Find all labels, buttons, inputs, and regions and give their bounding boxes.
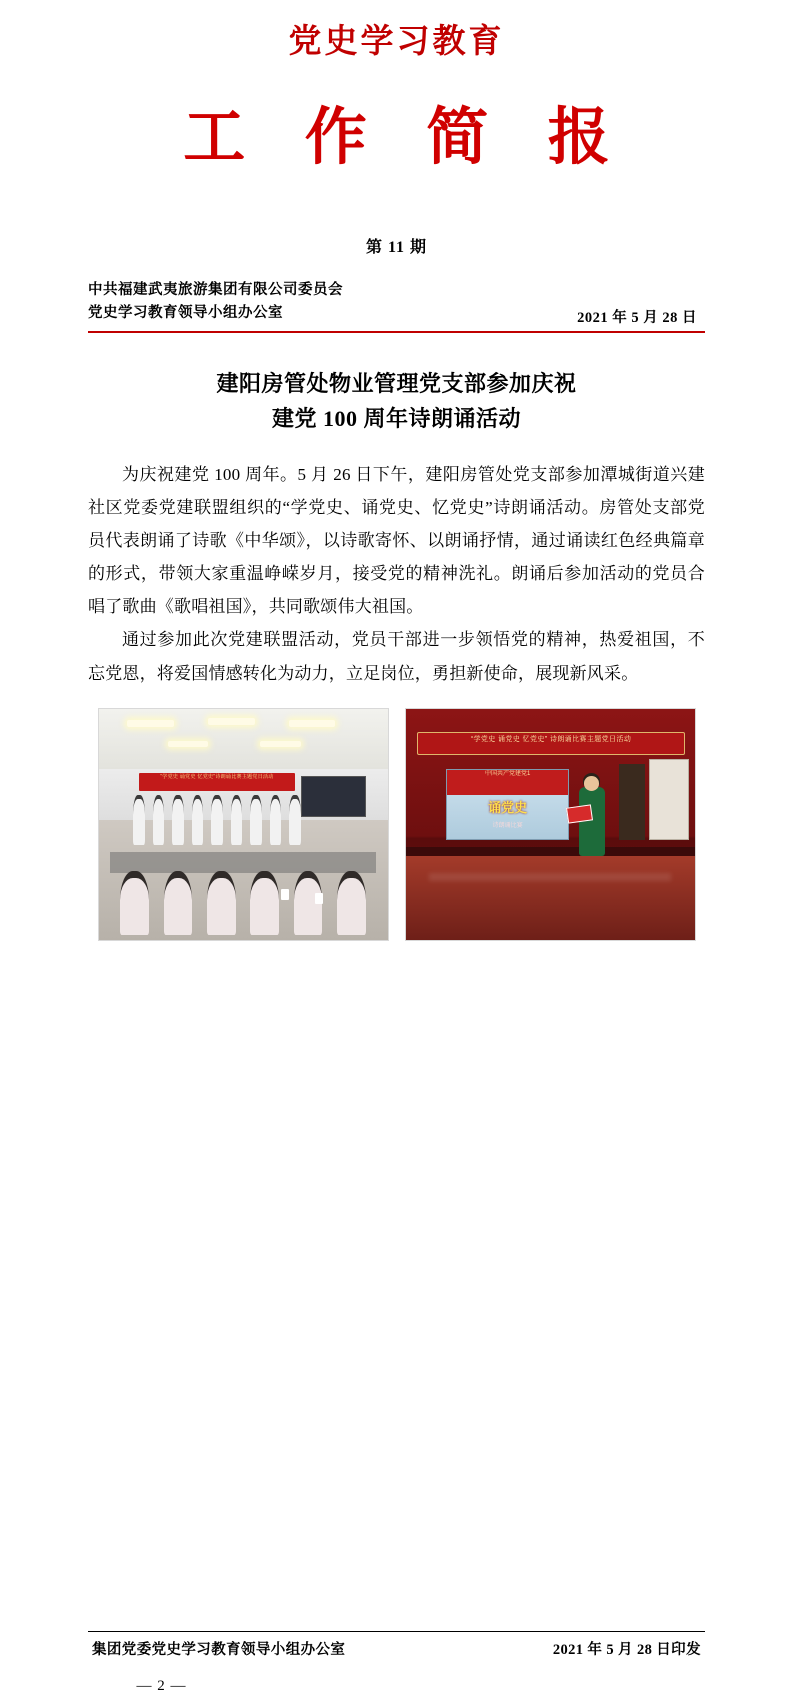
choir-performance-photo (98, 708, 389, 941)
issue-date: 2021 年 5 月 28 日 (577, 310, 697, 327)
article-paragraph-2: 通过参加此次党建联盟活动，党员干部进一步领悟党的精神，热爱祖国，不忘党恩，将爱国情感转化为动力，立足岗位，勇担新使命，展现新风采。 (88, 630, 705, 683)
masthead-main-title: 工 作 简 报 (183, 104, 632, 173)
photo1-lamp-1 (127, 720, 173, 727)
photo2-screen-title: 诵党史 (488, 800, 528, 816)
footer-left-text: 集团党委党史学习教育领导小组办公室 (92, 1642, 346, 1658)
photo2-screen-header: 中国共产党建党1 (447, 770, 568, 795)
org-line-1: 中共福建武夷旅游集团有限公司委员会 (88, 282, 343, 299)
page-footer (88, 1631, 705, 1660)
org-line-2: 党史学习教育领导小组办公室 (88, 304, 283, 321)
photo2-screen-subtitle: 诗朗诵比赛 (492, 822, 523, 829)
photo1-lamp-5 (260, 741, 300, 747)
page-number-text: — 2 — (136, 1678, 187, 1694)
photo2-floor (406, 856, 695, 939)
article-title (88, 367, 705, 435)
issue-number: 第 11 期 (365, 239, 428, 257)
photo2-red-book (566, 804, 593, 823)
masthead-title: 党史学习教育 (288, 24, 505, 60)
photo1-cup-2 (315, 893, 323, 904)
article-title-line-1: 建阳房管处物业管理党支部参加庆祝 (216, 371, 577, 397)
photo1-lamp-2 (208, 718, 254, 725)
article-title-line-2: 建党 100 周年诗朗诵活动 (271, 405, 521, 431)
photo2-reciter-head (584, 776, 600, 791)
photo1-cup-1 (281, 889, 289, 900)
photo-gallery (88, 708, 705, 941)
footer-right-text: 2021 年 5 月 28 日印发 (552, 1642, 701, 1658)
photo2-reciter-body (579, 787, 605, 856)
photo2-projection-screen (446, 769, 569, 840)
issuing-organization (88, 279, 705, 327)
article-body (88, 458, 705, 690)
photo1-screen (301, 776, 367, 817)
photo1-lamp-4 (168, 741, 208, 747)
photo2-side-panel (649, 759, 689, 840)
photo1-banner: “学党史 诵党史 忆党史”诗朗诵比赛主题党日活动 (139, 773, 295, 790)
document-page (0, 24, 793, 1705)
photo1-choir-group (133, 794, 301, 845)
photo2-banner: “学党史 诵党史 忆党史” 诗朗诵比赛主题党日活动 (417, 732, 685, 755)
photo2-door (619, 764, 645, 840)
photo1-audience (113, 843, 373, 935)
red-divider-rule (88, 331, 705, 333)
stage-recitation-photo (405, 708, 696, 941)
photo1-lamp-3 (289, 720, 335, 727)
article-paragraph-1: 为庆祝建党 100 周年。5 月 26 日下午，建阳房管处党支部参加潭城街道兴建社区党委党建联盟组织的“学党史、诵党史、忆党史”诗朗诵活动。房管处支部党员代表朗诵了诗歌《中华颂》，以诗歌寄怀、以朗诵抒情，通过诵读红色经典篇章的形式，带领大家重温峥嵘岁月，接受党的精神洗礼。朗诵后参加活动的党员合唱了歌曲《歌唱祖国》，共同歌颂伟大祖国。 (88, 464, 705, 617)
